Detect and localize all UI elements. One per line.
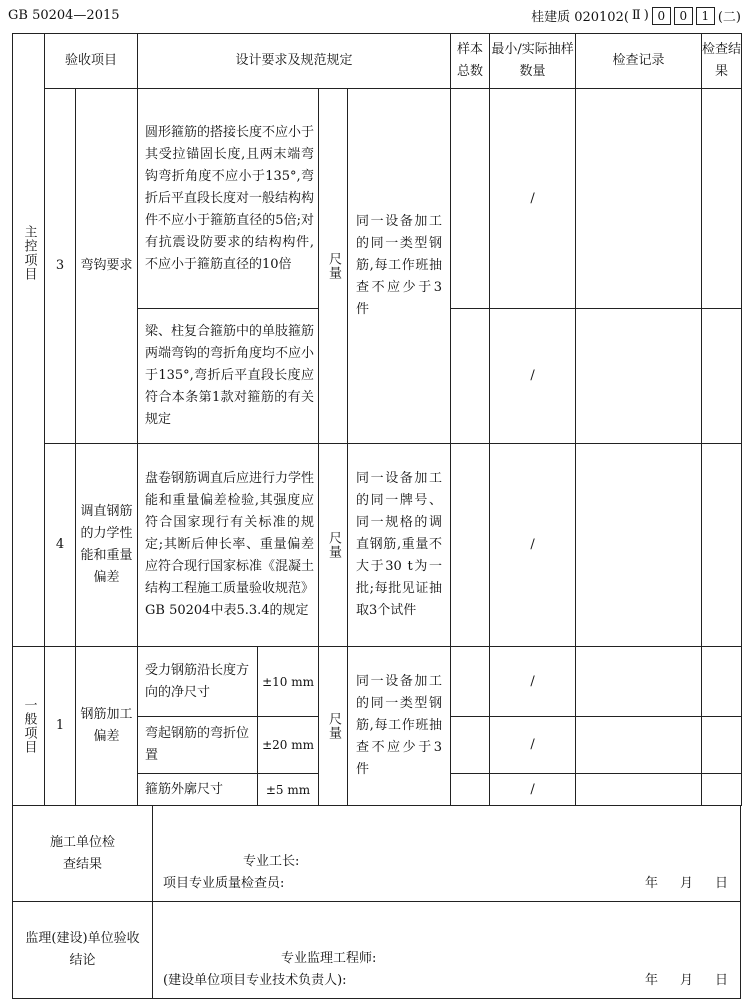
sample-count[interactable]: / (490, 647, 576, 717)
requirement-text: 梁、柱复合箍筋中的单肢箍筋两端弯钩的弯折角度均不应小于135°,弯折后平直段长度应符合本条第1款对箍筋的有关规定 (138, 309, 319, 444)
supervision-row (13, 902, 741, 999)
sub-item: 箍筋外廓尺寸 (138, 774, 258, 806)
tolerance: ±20 mm (258, 717, 319, 774)
sample-count[interactable]: / (490, 444, 576, 647)
check-record[interactable] (576, 774, 702, 806)
check-result[interactable] (702, 647, 742, 717)
check-record[interactable] (576, 647, 702, 717)
table-row (13, 647, 742, 717)
check-result[interactable] (702, 717, 742, 774)
signature-table (12, 805, 741, 999)
section-label-main: 主控项目 (13, 444, 45, 647)
check-record[interactable] (576, 89, 702, 309)
supervision-date: 年 月 日 (644, 973, 728, 988)
check-method: 尺量 (319, 444, 348, 647)
check-result[interactable] (702, 89, 742, 309)
supervision-label: 监理(建设)单位验收结论 (13, 902, 153, 999)
form-box-2: 0 (674, 7, 693, 25)
table-row (13, 444, 742, 647)
sample-count[interactable]: / (490, 774, 576, 806)
sample-total[interactable] (451, 89, 490, 309)
form-box-3: 1 (696, 7, 715, 25)
header-row (13, 34, 742, 89)
form-close: ) (643, 8, 649, 23)
col-requirement: 设计要求及规范规定 (138, 34, 451, 89)
form-number (531, 6, 741, 25)
check-result[interactable] (702, 444, 742, 647)
form-box-1: 0 (652, 7, 671, 25)
sampling-rule: 同一设备加工的同一类型钢筋,每工作班抽查不应少于3件 (348, 89, 451, 444)
col-min-sample: 最小/实际抽样数量 (490, 34, 576, 89)
sample-count[interactable]: / (490, 89, 576, 309)
tolerance: ±10 mm (258, 647, 319, 717)
construction-row (13, 806, 741, 902)
item-name: 弯钩要求 (76, 89, 138, 444)
inspection-table (12, 33, 742, 806)
owner-tech-sign: (建设单位项目专业技术负责人): (163, 973, 347, 988)
col-item: 验收项目 (45, 34, 138, 89)
section-label-general: 一般项目 (13, 647, 45, 806)
sampling-rule: 同一设备加工的同一类型钢筋,每工作班抽查不应少于3件 (348, 647, 451, 806)
sample-total[interactable] (451, 774, 490, 806)
quality-inspector-sign: 项目专业质量检查员: (163, 876, 285, 891)
check-result[interactable] (702, 309, 742, 444)
item-number: 3 (45, 89, 76, 444)
construction-label: 施工单位检查结果 (13, 806, 153, 902)
sampling-rule: 同一设备加工的同一牌号、同一规格的调直钢筋,重量不大于30 t为一批;每批见证抽取3个试件 (348, 444, 451, 647)
form-part: (二) (717, 10, 741, 25)
item-number: 1 (45, 647, 76, 806)
construction-sign-area[interactable] (153, 806, 741, 902)
check-result[interactable] (702, 774, 742, 806)
table-row (13, 89, 742, 309)
check-method: 尺量 (319, 647, 348, 806)
construction-date: 年 月 日 (644, 876, 728, 891)
sub-item: 受力钢筋沿长度方向的净尺寸 (138, 647, 258, 717)
form-roman: Ⅱ (631, 8, 641, 23)
standard-code: GB 50204—2015 (8, 8, 120, 23)
requirement-text: 圆形箍筋的搭接长度不应小于其受拉锚固长度,且两末端弯钩弯折角度不应小于135°,弯折后平直段长度对一般结构构件不应小于箍筋直径的5倍;对有抗震设防要求的结构构件,不应小于箍筋直径的10倍 (138, 89, 319, 309)
sub-item: 弯起钢筋的弯折位置 (138, 717, 258, 774)
form-prefix: 桂建质 020102( (531, 10, 629, 25)
check-record[interactable] (576, 444, 702, 647)
col-total: 样本总数 (451, 34, 490, 89)
sample-total[interactable] (451, 647, 490, 717)
sample-total[interactable] (451, 717, 490, 774)
sample-total[interactable] (451, 309, 490, 444)
supervisor-sign: 专业监理工程师: (281, 951, 377, 966)
check-record[interactable] (576, 309, 702, 444)
tolerance: ±5 mm (258, 774, 319, 806)
supervision-sign-area[interactable] (153, 902, 741, 999)
check-method: 尺量 (319, 89, 348, 444)
foreman-sign: 专业工长: (243, 854, 300, 869)
item-name: 调直钢筋的力学性能和重量偏差 (76, 444, 138, 647)
requirement-text: 盘卷钢筋调直后应进行力学性能和重量偏差检验,其强度应符合国家现行有关标准的规定;其断后伸长率、重量偏差应符合现行国家标准《混凝土结构工程施工质量验收规范》GB 50204中表5.3.4的规定 (138, 444, 319, 647)
sample-count[interactable]: / (490, 309, 576, 444)
item-number: 4 (45, 444, 76, 647)
sample-count[interactable]: / (490, 717, 576, 774)
check-record[interactable] (576, 717, 702, 774)
col-record: 检查记录 (576, 34, 702, 89)
sample-total[interactable] (451, 444, 490, 647)
item-name: 钢筋加工偏差 (76, 647, 138, 806)
col-result: 检查结果 (702, 34, 742, 89)
